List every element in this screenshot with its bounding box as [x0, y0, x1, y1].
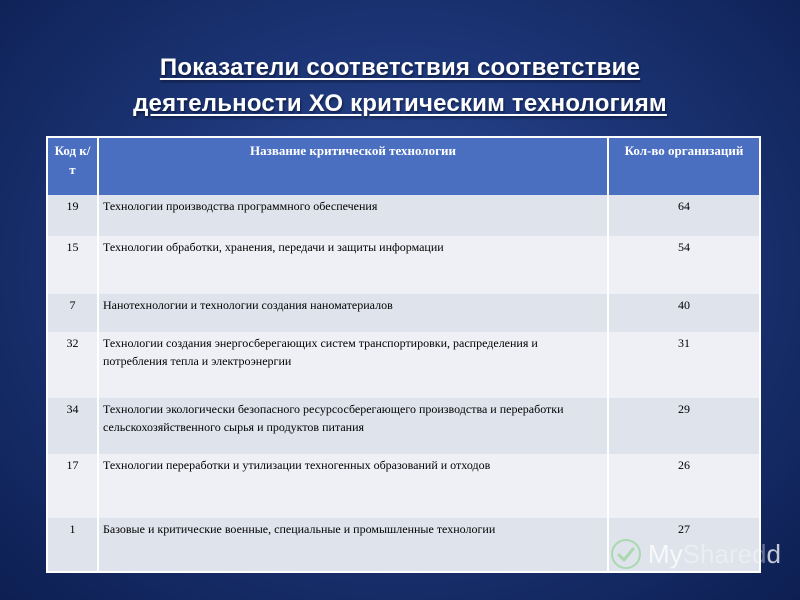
table-row: [47, 398, 760, 454]
row-name: Нанотехнологии и технологии создания наноматериалов: [98, 294, 608, 332]
row-name: Технологии переработки и утилизации техногенных образований и отходов: [98, 454, 608, 518]
table-row: [47, 195, 760, 236]
row-count: 29: [608, 398, 760, 454]
row-name: Технологии экологически безопасного ресурсосберегающего производства и переработки сельскохозяйственного сырья и продуктов питания: [98, 398, 608, 454]
critical-tech-table: [46, 136, 761, 573]
row-count: 31: [608, 332, 760, 398]
table-header-row: [47, 137, 760, 195]
row-code: 17: [47, 454, 98, 518]
row-name: Базовые и критические военные, специальные и промышленные технологии: [98, 518, 608, 572]
row-count: 64: [608, 195, 760, 236]
row-name: Технологии создания энергосберегающих систем транспортировки, распределения и потребления тепла и электроэнергии: [98, 332, 608, 398]
row-count: 27: [608, 518, 760, 572]
title-line-2: деятельности ХО критическим технологиям: [133, 90, 667, 117]
watermark-text: [648, 534, 781, 574]
watermark-text-tail: d: [766, 539, 781, 569]
row-code: 19: [47, 195, 98, 236]
table-row: [47, 236, 760, 294]
row-code: 7: [47, 294, 98, 332]
watermark-logo-icon: [610, 538, 642, 570]
table-row: [47, 332, 760, 398]
header-code: Код к/т: [47, 137, 98, 195]
row-count: 54: [608, 236, 760, 294]
row-code: 32: [47, 332, 98, 398]
row-count: 40: [608, 294, 760, 332]
slide-title: [40, 50, 760, 122]
watermark-text-faded: Shared: [682, 539, 767, 569]
watermark: [610, 534, 790, 574]
header-name: Название критической технологии: [98, 137, 608, 195]
row-code: 1: [47, 518, 98, 572]
table-row: [47, 454, 760, 518]
row-count: 26: [608, 454, 760, 518]
row-name: Технологии обработки, хранения, передачи и защиты информации: [98, 236, 608, 294]
row-name: Технологии производства программного обеспечения: [98, 195, 608, 236]
title-line-1: Показатели соответствия соответствие: [159, 54, 641, 81]
row-code: 34: [47, 398, 98, 454]
header-count: Кол-во организаций: [608, 137, 760, 195]
watermark-text-main: My: [648, 539, 683, 569]
table-row: [47, 294, 760, 332]
row-code: 15: [47, 236, 98, 294]
